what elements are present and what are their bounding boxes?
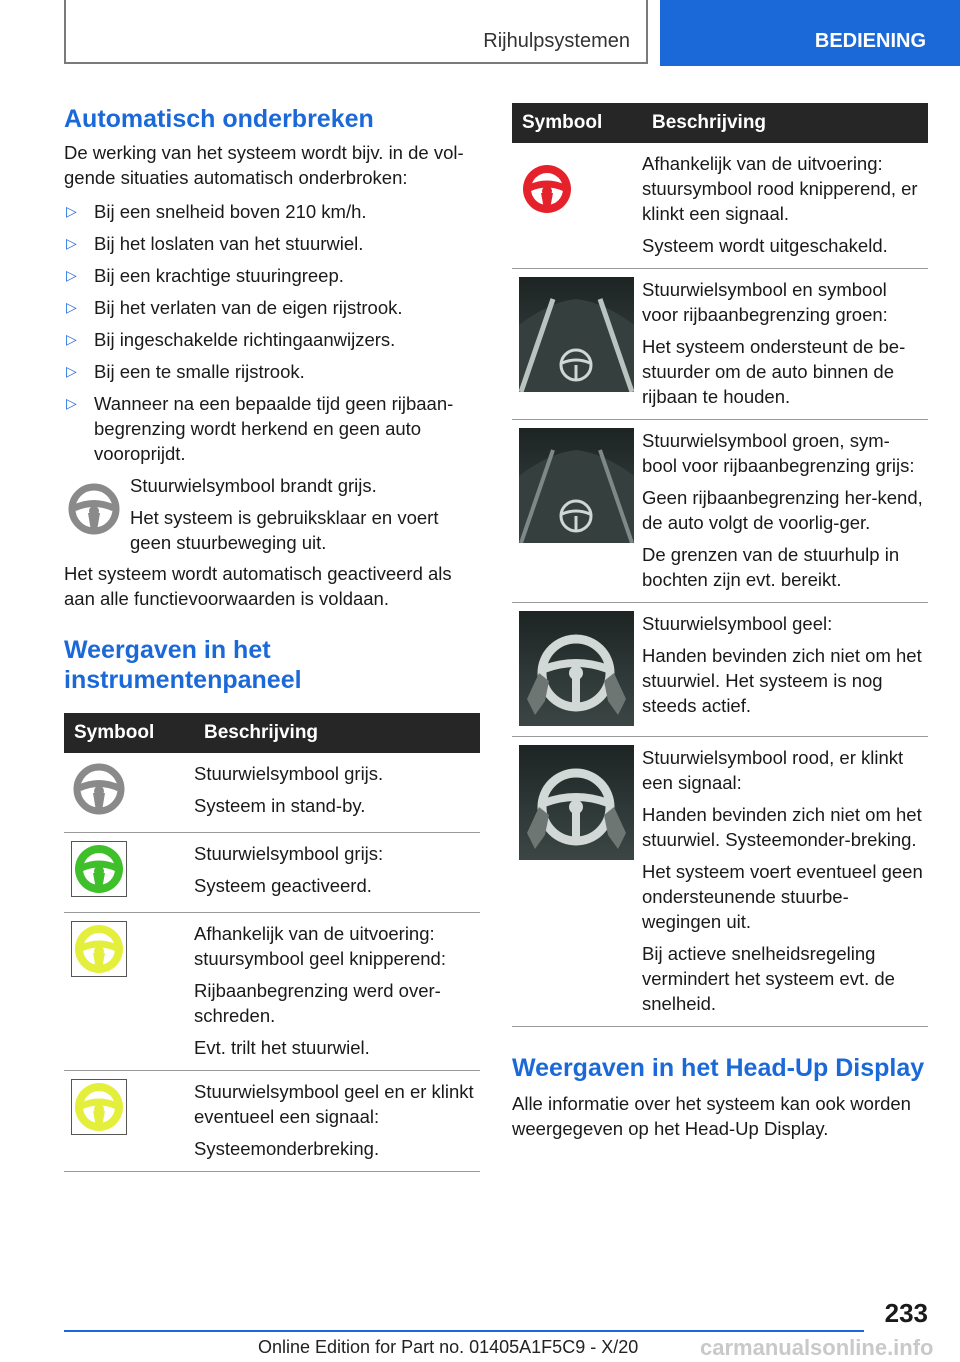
page-number: 233 [884, 1298, 928, 1328]
description-line: Het systeem ondersteunt de be-stuurder om de auto binnen de rijbaan te houden. [642, 336, 906, 407]
list-item: ▷ Bij het loslaten van het stuurwiel. [66, 233, 364, 254]
steering-wheel-grey-icon [66, 481, 122, 537]
table-row [512, 143, 928, 269]
description-line: Stuurwielsymbool en symbool voor rijbaanbegrenzing groen: [642, 279, 888, 325]
description-line: Geen rijbaanbegrenzing her-kend, de auto volgt de voorlig-ger. [642, 487, 923, 533]
table-header-symbol: Symbool [512, 103, 642, 143]
section-title-instrument-panel: Weergaven in het instrumentenpaneel [64, 636, 302, 694]
list-item: ▷ Wanneer na een bepaalde tijd geen rijbaan-begrenzing wordt herkend en geen auto vooroprijdt. [66, 393, 454, 464]
triangle-bullet-icon: ▷ [66, 267, 77, 283]
list-item: ▷ Bij ingeschakelde richtingaanwijzers. [66, 329, 396, 350]
lane-display-both-lines-icon [519, 277, 634, 392]
condition-list [64, 199, 480, 466]
description-line: Stuurwielsymbool geel: [642, 613, 833, 634]
table-row [64, 913, 480, 1071]
hands-on-wheel-red-icon [519, 745, 634, 860]
list-item: ▷ Bij een snelheid boven 210 km/h. [66, 201, 367, 222]
description-line: Stuurwielsymbool groen, sym-bool voor rijbaanbegrenzing grijs: [642, 430, 915, 476]
description-line: Bij actieve snelheidsregeling vermindert het systeem evt. de snelheid. [642, 943, 895, 1014]
steering-wheel-grey-icon [71, 761, 127, 817]
lane-display-no-lines-icon [519, 428, 634, 543]
table-row [64, 1071, 480, 1172]
steering-wheel-yellow-icon [71, 1079, 127, 1135]
description-line: Stuurwielsymbool geel en er klinkt eventueel een signaal: [194, 1081, 474, 1127]
triangle-bullet-icon: ▷ [66, 299, 77, 315]
list-item: ▷ Bij het verlaten van de eigen rijstrook. [66, 297, 403, 318]
chapter-title: Rijhulpsystemen [483, 30, 630, 52]
section-tab-label: BEDIENING [814, 30, 926, 52]
description-line: Systeem wordt uitgeschakeld. [642, 235, 888, 256]
footer-divider [64, 1330, 864, 1332]
section-title-head-up-display: Weergaven in het Head-Up Display [512, 1054, 925, 1082]
description-line: De grenzen van de stuurhulp in bochten zijn evt. bereikt. [642, 544, 900, 590]
description-line: Systeem geactiveerd. [194, 875, 372, 896]
triangle-bullet-icon: ▷ [66, 331, 77, 347]
description-line: Afhankelijk van de uitvoering: stuursymbool geel knipperend: [194, 923, 446, 969]
section-title-auto-interrupt: Automatisch onderbreken [64, 105, 374, 133]
intro-paragraph: De werking van het systeem wordt bijv. in de vol-gende situaties automatisch onderbroken: [64, 142, 464, 188]
table-header-description: Beschrijving [642, 103, 928, 143]
steering-wheel-green-icon [71, 841, 127, 897]
description-line: Systeem in stand-by. [194, 795, 366, 816]
description-line: Handen bevinden zich niet om het stuurwiel. Systeemonder-breking. [642, 804, 922, 850]
table-row [512, 603, 928, 737]
description-line: Stuurwielsymbool grijs. [194, 763, 384, 784]
description-line: Het systeem voert eventueel geen ondersteunende stuurbe-wegingen uit. [642, 861, 923, 932]
hands-on-wheel-yellow-icon [519, 611, 634, 726]
triangle-bullet-icon: ▷ [66, 203, 77, 219]
description-line: Afhankelijk van de uitvoering: stuursymbool rood knipperend, er klinkt een signaal. [642, 153, 918, 224]
table-row [64, 833, 480, 913]
symbol-table-left [64, 713, 480, 1172]
table-row [512, 269, 928, 420]
list-item: ▷ Bij een te smalle rijstrook. [66, 361, 305, 382]
table-row [512, 420, 928, 603]
note-line: Het systeem is gebruiksklaar en voert geen stuurbeweging uit. [130, 507, 439, 553]
edition-note: Online Edition for Part no. 01405A1F5C9 - X/20 [258, 1337, 639, 1357]
description-line: Stuurwielsymbool rood, er klinkt een signaal: [642, 747, 904, 793]
table-header-description: Beschrijving [194, 713, 480, 753]
table-row [512, 737, 928, 1027]
symbol-table-right [512, 103, 928, 1027]
description-line: Rijbaanbegrenzing werd over-schreden. [194, 980, 441, 1026]
watermark: carmanualsonline.info [700, 1335, 934, 1360]
right-column [512, 103, 928, 1141]
steering-wheel-red-icon [519, 161, 575, 217]
steering-wheel-yellow-icon [71, 921, 127, 977]
left-column [64, 104, 480, 1172]
table-header-symbol: Symbool [64, 713, 194, 753]
triangle-bullet-icon: ▷ [66, 395, 77, 411]
list-item: ▷ Bij een krachtige stuuringreep. [66, 265, 344, 286]
icon-note [64, 473, 480, 561]
note-line: Stuurwielsymbool brandt grijs. [130, 475, 377, 496]
triangle-bullet-icon: ▷ [66, 235, 77, 251]
description-line: Stuurwielsymbool grijs: [194, 843, 384, 864]
description-line: Systeemonderbreking. [194, 1138, 380, 1159]
table-row [64, 753, 480, 833]
section-tab [660, 0, 960, 66]
outro-paragraph: Het systeem wordt automatisch geactiveerd als aan alle functievoorwaarden is voldaan. [64, 563, 452, 609]
description-line: Handen bevinden zich niet om het stuurwiel. Het systeem is nog steeds actief. [642, 645, 922, 716]
description-line: Evt. trilt het stuurwiel. [194, 1037, 370, 1058]
hud-paragraph: Alle informatie over het systeem kan ook worden weergegeven op het Head-Up Display. [512, 1093, 911, 1139]
triangle-bullet-icon: ▷ [66, 363, 77, 379]
